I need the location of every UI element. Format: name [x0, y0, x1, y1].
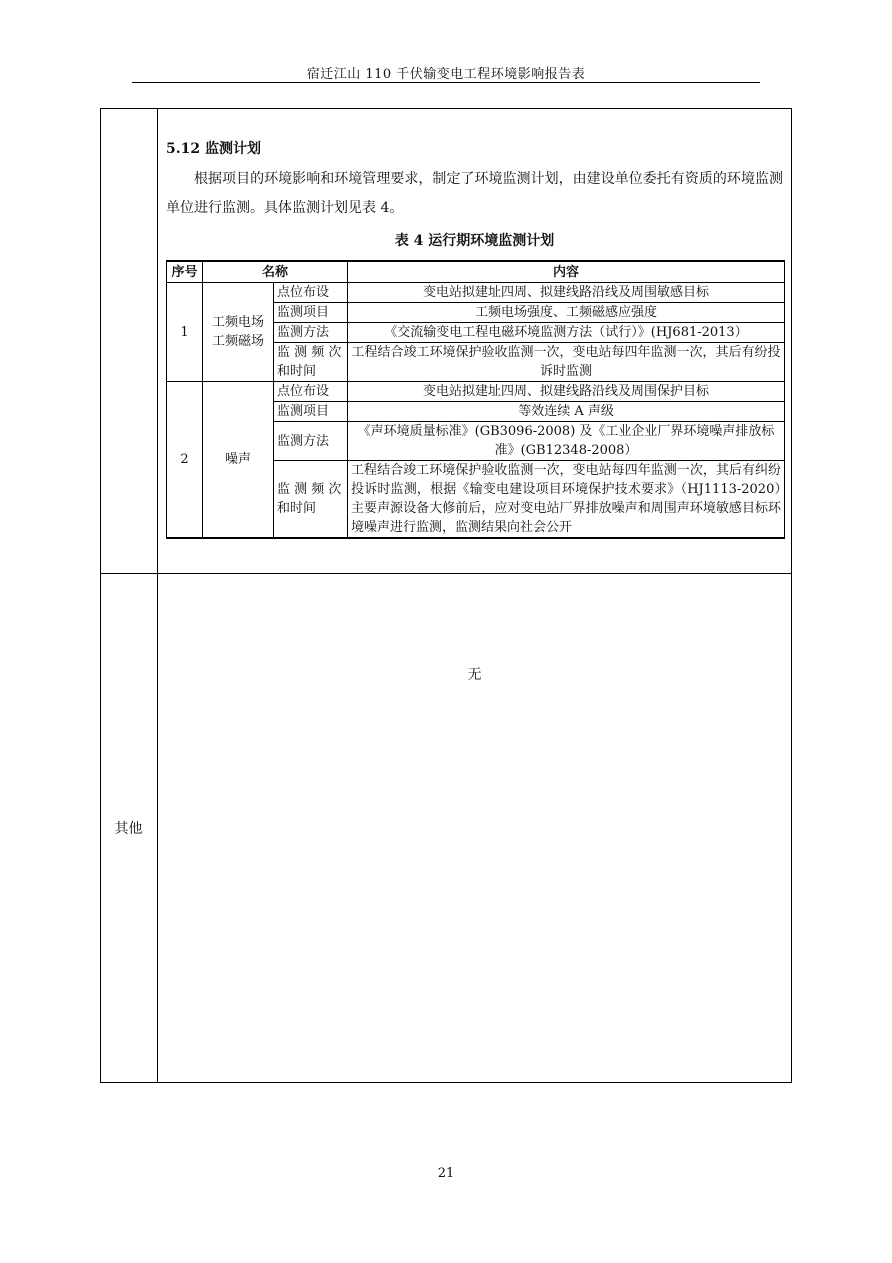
table-row [167, 382, 785, 402]
row-name [203, 283, 274, 382]
other-content: 无 [467, 667, 482, 683]
outer-frame [100, 108, 792, 1083]
header-name: 名称 [203, 261, 348, 283]
name-line: 工频磁场 [211, 334, 264, 349]
row-content: 变电站拟建址四周、拟建线路沿线及周围保护目标 [348, 382, 785, 402]
row-content: 工频电场强度、工频磁感应强度 [348, 303, 785, 323]
row-no: 1 [167, 283, 203, 382]
other-label: 其他 [114, 821, 143, 837]
row-sub: 监测项目 [274, 303, 348, 323]
name-line: 工频电场 [211, 315, 264, 330]
row-sub: 监测项目 [274, 402, 348, 422]
row-sub: 点位布设 [274, 382, 348, 402]
table-header-row [167, 261, 785, 283]
sub-line: 监 测 频 次 [277, 345, 342, 360]
sub-line: 和时间 [277, 364, 317, 379]
row-content: 《交流输变电工程电磁环境监测方法（试行）》(HJ681-2013） [348, 323, 785, 343]
section-title: 5.12 监测计划 [166, 141, 261, 157]
row-sub: 监测方法 [274, 323, 348, 343]
row-sub [274, 343, 348, 382]
row-no: 2 [167, 382, 203, 539]
sub-line: 监 测 频 次 [277, 482, 342, 497]
row-sub [274, 461, 348, 539]
page-header: 宿迁江山 110 千伏输变电工程环境影响报告表 [306, 67, 586, 82]
row-content: 《声环境质量标准》(GB3096-2008) 及《工业企业厂界环境噪声排放标准》(GB12348-2008） [348, 422, 785, 461]
row-sub: 点位布设 [274, 283, 348, 303]
table-row [167, 283, 785, 303]
header-rule [132, 82, 760, 83]
row-content: 工程结合竣工环境保护验收监测一次，变电站每四年监测一次，其后有纷投诉时监测 [348, 343, 785, 382]
header-content: 内容 [348, 261, 785, 283]
page-number: 21 [437, 1166, 455, 1181]
row-content: 等效连续 A 声级 [348, 402, 785, 422]
frame-divider-vertical [157, 109, 158, 1082]
monitoring-plan-table [166, 260, 785, 539]
section-paragraph: 根据项目的环境影响和环境管理要求，制定了环境监测计划，由建设单位委托有资质的环境监测单位进行监测。具体监测计划见表 4。 [166, 171, 783, 216]
table-caption: 表 4 运行期环境监测计划 [394, 233, 555, 249]
sub-line: 和时间 [277, 501, 317, 516]
row-content: 变电站拟建址四周、拟建线路沿线及周围敏感目标 [348, 283, 785, 303]
frame-divider-horizontal [101, 573, 791, 574]
header-no: 序号 [167, 261, 203, 283]
row-name: 噪声 [203, 382, 274, 539]
row-content: 工程结合竣工环境保护验收监测一次，变电站每四年监测一次，其后有纠纷投诉时监测，根据《输变电建设项目环境保护技术要求》（HJ1113-2020）主要声源设备大修前后，应对变电站厂界排放噪声和周围声环境敏感目标环境噪声进行监测，监测结果向社会公开 [348, 461, 785, 539]
row-sub: 监测方法 [274, 422, 348, 461]
